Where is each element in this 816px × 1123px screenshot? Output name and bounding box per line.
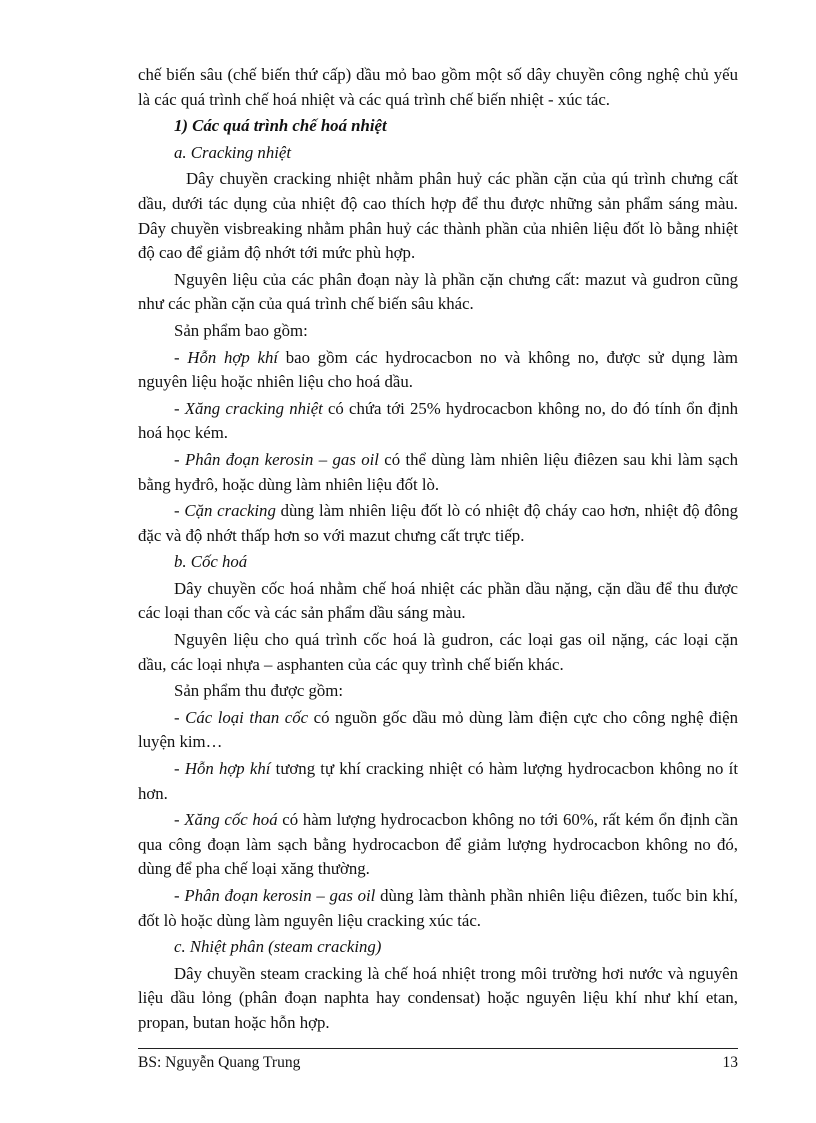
body-paragraph	[138, 884, 738, 933]
subsection-heading	[138, 141, 738, 166]
subsection-heading	[138, 935, 738, 960]
body-paragraph	[138, 706, 738, 755]
text-run: -	[174, 398, 185, 418]
text-run: 1) Các quá trình chế hoá nhiệt	[174, 116, 387, 136]
italic-term: Cặn cracking	[184, 501, 276, 521]
text-run: có nguồn gốc dầu mỏ dùng làm điện cực cho công nghệ điện luyện kim…	[138, 707, 738, 752]
italic-term: Phân đoạn kerosin – gas oil	[184, 886, 376, 905]
body-paragraph	[138, 577, 738, 626]
text-run: -	[174, 707, 186, 727]
text-run: -	[174, 886, 185, 905]
text-run: Dây chuyền cốc hoá nhằm chế hoá nhiệt các phần dầu nặng, cặn dầu để thu được các loại than cốc và các sản phẩm dầu sáng màu.	[138, 578, 738, 623]
text-run: có hàm lượng hydrocacbon không no tới 60%, rất kém ổn định cần qua công đoạn làm sạch bằng hydrocacbon để giảm lượng hydrocacbon không no đó, dùng để pha chế loại xăng thường.	[138, 810, 738, 879]
footer-author: BS: Nguyễn Quang Trung	[138, 1054, 301, 1071]
page-number: 13	[722, 1054, 738, 1071]
text-run: -	[174, 347, 188, 367]
body-paragraph	[138, 757, 738, 806]
text-run: tương tự khí cracking nhiệt có hàm lượng hydrocacbon không no ít hơn.	[138, 759, 739, 803]
page-body	[138, 63, 738, 1036]
text-run: có thể dùng làm nhiên liệu điêzen sau khi làm sạch bằng hyđrô, hoặc dùng làm nhiên liệu đốt lò.	[138, 449, 738, 494]
text-run: Nguyên liệu của các phân đoạn này là phần cặn chưng cất: mazut và gudron cũng như các phần cặn của quá trình chế biến sâu khác.	[138, 269, 738, 314]
body-paragraph	[138, 397, 738, 446]
text-run: -	[174, 759, 185, 779]
footer-divider	[138, 1048, 738, 1049]
body-paragraph	[138, 628, 738, 677]
text-run: bao gồm các hydrocacbon no và không no, được sử dụng làm nguyên liệu hoặc nhiên liệu cho hoá dầu.	[138, 347, 738, 392]
text-run: -	[174, 501, 185, 521]
subsection-heading	[138, 550, 738, 575]
text-run: dùng làm nhiên liệu đốt lò có nhiệt độ cháy cao hơn, nhiệt độ đông đặc và độ nhớt thấp hơn so với mazut chưng cất trực tiếp.	[138, 501, 738, 545]
text-run: -	[174, 810, 185, 830]
text-run: b. Cốc hoá	[174, 552, 248, 572]
body-paragraph	[138, 319, 738, 344]
italic-term: Hỗn hợp khí	[187, 347, 279, 367]
body-paragraph	[138, 808, 738, 882]
page-footer	[138, 1053, 738, 1073]
body-paragraph	[138, 448, 738, 497]
body-paragraph	[138, 679, 738, 704]
italic-term: Hỗn hợp khí	[184, 759, 271, 779]
text-run: Dây chuyền cracking nhiệt nhằm phân huỷ các phần cặn của qú trình chưng cất dầu, dưới tác dụng của nhiệt độ cao thích hợp để thu được những sản phẩm sáng màu. Dây chuyền visbreaking nhằm phân huỷ các thành phần của nhiên liệu đốt lò bằng nhiệt độ cao để giảm độ nhớt tới mức phù hợp.	[138, 169, 738, 263]
text-run: Sản phẩm bao gồm:	[174, 320, 308, 340]
text-run: Nguyên liệu cho quá trình cốc hoá là gudron, các loại gas oil nặng, các loại cặn dầu, các loại nhựa – asphanten của các quy trình chế biến khác.	[138, 630, 738, 674]
italic-term: Các loại than cốc	[185, 707, 309, 727]
text-run: dùng làm thành phần nhiên liệu điêzen, tuốc bin khí, đốt lò hoặc dùng làm nguyên liệu cracking xúc tác.	[138, 886, 738, 930]
text-run: Sản phẩm thu được gồm:	[174, 681, 343, 701]
section-heading	[138, 114, 738, 139]
text-run: Dây chuyền steam cracking là chế hoá nhiệt trong môi trường hơi nước và nguyên liệu dầu lỏng (phân đoạn naphta hay condensat) hoặc nguyên liệu khí như khí etan, propan, butan hoặc hỗn hợp.	[138, 963, 738, 1032]
body-paragraph	[138, 268, 738, 317]
body-paragraph	[138, 499, 738, 548]
text-run: có chứa tới 25% hydrocacbon không no, do đó tính ổn định hoá học kém.	[138, 398, 738, 443]
text-run: c. Nhiệt phân (steam cracking)	[174, 937, 382, 957]
italic-term: Xăng cracking nhiệt	[184, 398, 323, 418]
body-paragraph	[138, 167, 738, 265]
text-run: chế biến sâu (chế biến thứ cấp) dầu mỏ bao gồm một số dây chuyền công nghệ chủ yếu là các quá trình chế hoá nhiệt và các quá trình chế biến nhiệt - xúc tác.	[138, 65, 738, 109]
italic-term: Xăng cốc hoá	[184, 810, 278, 830]
italic-term: Phân đoạn kerosin – gas oil	[184, 449, 379, 469]
text-run: a. Cracking nhiệt	[174, 142, 291, 162]
text-run: -	[174, 449, 185, 469]
body-paragraph	[138, 63, 738, 112]
body-paragraph	[138, 346, 738, 395]
body-paragraph	[138, 962, 738, 1036]
